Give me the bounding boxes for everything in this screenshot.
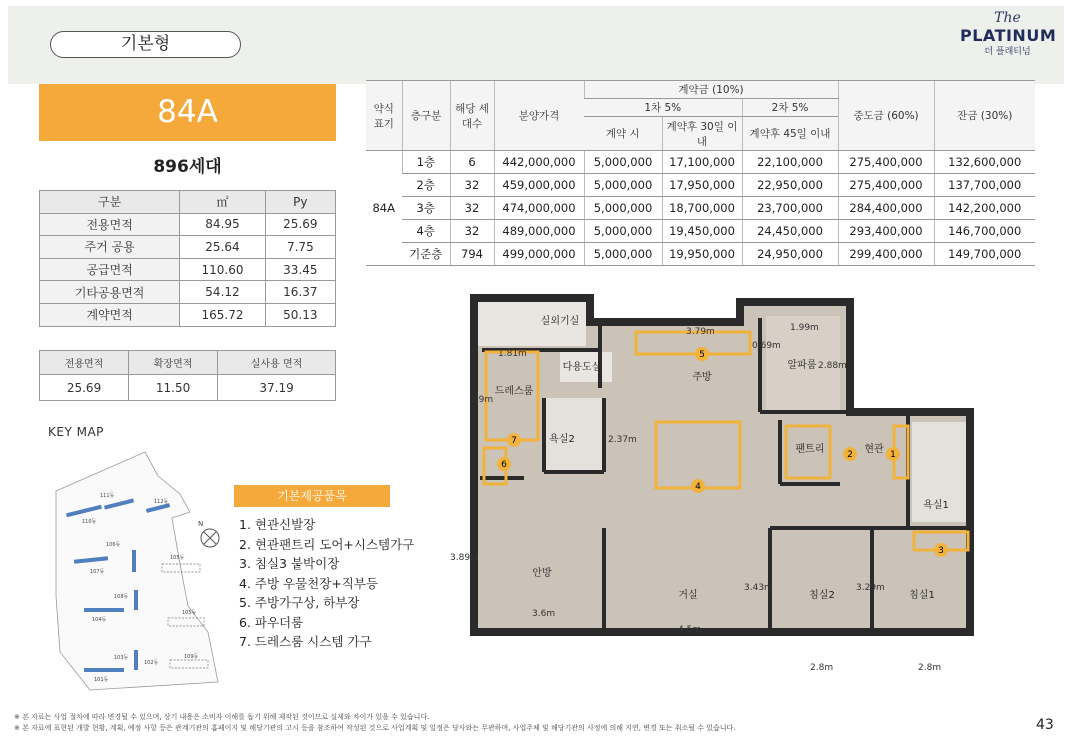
price-cell: 142,200,000: [934, 197, 1035, 220]
dimension-label: 2.8m: [810, 663, 834, 673]
area-value: 165.72: [180, 303, 265, 326]
room-label: 침실1: [909, 590, 935, 601]
table-row: [40, 236, 336, 259]
area-label: 계약면적: [40, 303, 180, 326]
usable-header-row: [40, 351, 336, 375]
room-label: 침실2: [809, 590, 835, 601]
price-type-cell: 84A: [366, 151, 402, 266]
price-cell: 474,000,000: [494, 197, 584, 220]
keymap-diagram: [50, 446, 230, 691]
marker-label: 1: [890, 450, 896, 460]
area-value: 25.64: [180, 236, 265, 259]
table-row: [40, 303, 336, 326]
building-label: 107동: [90, 569, 105, 575]
logo-sub: 더 플래티넘: [984, 47, 1031, 57]
price-header-deposit: 계약금 (10%): [584, 81, 838, 99]
dimension-label: 1.81m: [498, 349, 527, 359]
room-label: 주방: [692, 372, 712, 383]
table-row: [40, 258, 336, 281]
price-cell: 149,700,000: [934, 243, 1035, 266]
usable-header-cell: 실사용 면적: [218, 351, 336, 375]
price-header-second: 2차 5%: [742, 99, 838, 117]
price-cell: 32: [450, 197, 494, 220]
footnote-line: ※ 본 자료에 표현된 개발 현황, 계획, 예정 사항 등은 관계기관의 홈페이지 및 해당기관의 고시 등을 참조하여 작성된 것으로 사업계획 및 일정은 당사와는 무관하며, 사업주체 및 해당기관의 사정에 의해 지연, 변경 또는 취소될 수 있습니다.: [14, 724, 736, 732]
building-block: [84, 668, 124, 672]
price-cell: 2층: [402, 174, 450, 197]
price-cell: 6: [450, 151, 494, 174]
price-header-45days: 계약후 45일 이내: [742, 117, 838, 151]
price-cell: 18,700,000: [662, 197, 742, 220]
price-cell: 132,600,000: [934, 151, 1035, 174]
area-value: 84.95: [180, 213, 265, 236]
dimension-label: 4.5m: [678, 625, 702, 635]
dimension-label: 3.6m: [532, 609, 556, 619]
building-label: 108동: [114, 594, 129, 600]
table-row: [366, 151, 1035, 174]
area-value: 54.12: [180, 281, 265, 304]
area-label: 전용면적: [40, 213, 180, 236]
building-block: [132, 550, 136, 572]
building-block: [134, 650, 138, 670]
area-header-cell: Py: [265, 191, 335, 214]
building-label: 105동: [182, 610, 197, 616]
price-cell: 499,000,000: [494, 243, 584, 266]
list-item: 7. 드레스룸 시스템 가구: [239, 634, 372, 649]
price-cell: 22,100,000: [742, 151, 838, 174]
price-header-units: 해당 세대수: [450, 81, 494, 151]
usable-header-cell: 확장면적: [129, 351, 218, 375]
list-item: 5. 주방가구상, 하부장: [239, 595, 360, 610]
list-item: 4. 주방 우물천장+직부등: [239, 575, 379, 591]
area-header-cell: 구분: [40, 191, 180, 214]
price-cell: 293,400,000: [838, 220, 934, 243]
provided-items-list: [239, 515, 415, 652]
price-cell: 5,000,000: [584, 197, 662, 220]
room-label: 팬트리: [795, 444, 825, 455]
marker-label: 2: [847, 450, 853, 460]
building-label: 104동: [92, 617, 107, 623]
price-cell: 3층: [402, 197, 450, 220]
area-table-header: [40, 191, 336, 214]
table-row: [366, 243, 1035, 266]
price-cell: 1층: [402, 151, 450, 174]
room-label: 현관: [864, 444, 884, 455]
area-value: 33.45: [265, 258, 335, 281]
room-label: 거실: [678, 590, 698, 601]
table-row: [366, 197, 1035, 220]
price-cell: 24,950,000: [742, 243, 838, 266]
provided-items: [234, 485, 415, 652]
building-label: 105동: [170, 555, 185, 561]
table-row: [366, 174, 1035, 197]
price-cell: 22,950,000: [742, 174, 838, 197]
table-row: [40, 213, 336, 236]
dimension-label: 1.99m: [790, 323, 819, 333]
price-header-price: 분양가격: [494, 81, 584, 151]
building-block: [134, 590, 138, 610]
room-label: 드레스룸: [494, 386, 534, 397]
area-label: 기타공용면적: [40, 281, 180, 304]
price-header-balance: 잔금 (30%): [934, 81, 1035, 151]
building-label: 101동: [94, 677, 109, 683]
price-cell: 4층: [402, 220, 450, 243]
price-cell: 5,000,000: [584, 243, 662, 266]
area-label: 공급면적: [40, 258, 180, 281]
dimension-label: 2.37m: [608, 435, 637, 445]
price-cell: 17,100,000: [662, 151, 742, 174]
list-item: 1. 현관신발장: [239, 517, 316, 532]
building-label: 102동: [144, 660, 159, 666]
list-item: 3. 침실3 붙박이장: [239, 556, 340, 571]
dimension-label: 3.89m: [450, 553, 479, 563]
list-item: 2. 현관팬트리 도어+시스템가구: [239, 536, 415, 552]
type-label: 기본형: [50, 31, 241, 58]
keymap-title: KEY MAP: [48, 425, 104, 439]
price-cell: 23,700,000: [742, 197, 838, 220]
area-value: 110.60: [180, 258, 265, 281]
compass-icon: [198, 520, 219, 547]
marker-label: 4: [695, 482, 701, 492]
logo-the: The: [994, 10, 1021, 26]
marker-label: 5: [699, 350, 705, 360]
price-cell: 489,000,000: [494, 220, 584, 243]
room-label: 알파룸: [787, 360, 817, 371]
price-table: [366, 80, 1035, 266]
building-label: 112동: [154, 499, 169, 505]
price-header-type: 약식 표기: [366, 81, 402, 151]
page-number: 43: [1036, 717, 1054, 733]
logo-name: PLATINUM: [960, 26, 1057, 45]
footnotes: [14, 712, 874, 734]
price-header-row-1: [366, 81, 1035, 99]
area-label: 주거 공용: [40, 236, 180, 259]
building-label: 106동: [106, 542, 121, 548]
price-cell: 19,450,000: [662, 220, 742, 243]
marker-label: 3: [938, 546, 944, 556]
dimension-label: 3.43m: [744, 583, 773, 593]
price-cell: 275,400,000: [838, 174, 934, 197]
price-cell: 32: [450, 174, 494, 197]
table-row: [366, 220, 1035, 243]
price-header-30days: 계약후 30일 이내: [662, 117, 742, 151]
usable-area-table: [39, 350, 336, 401]
price-cell: 19,950,000: [662, 243, 742, 266]
price-cell: 275,400,000: [838, 151, 934, 174]
marker-label: 7: [511, 436, 517, 446]
price-cell: 32: [450, 220, 494, 243]
dimension-label: 2.88m: [818, 361, 847, 371]
price-cell: 299,400,000: [838, 243, 934, 266]
footnote-line: ※ 본 자료는 사업 절차에 따라 변경될 수 있으며, 상기 내용은 소비자 이해를 돕기 위해 제작된 것이므로 실제와 차이가 있을 수 있습니다.: [14, 713, 430, 721]
price-header-at-contract: 계약 시: [584, 117, 662, 151]
usable-value: 37.19: [218, 375, 336, 401]
table-row: [40, 375, 336, 401]
households-count: 896세대: [153, 157, 222, 177]
price-cell: 137,700,000: [934, 174, 1035, 197]
area-header-cell: ㎡: [180, 191, 265, 214]
room-label: 다용도실: [562, 362, 602, 373]
price-cell: 5,000,000: [584, 220, 662, 243]
room-label: 실외기실: [540, 316, 580, 327]
room-label: 욕실1: [923, 500, 949, 511]
usable-header-cell: 전용면적: [40, 351, 129, 375]
usable-value: 11.50: [129, 375, 218, 401]
price-cell: 459,000,000: [494, 174, 584, 197]
building-block: [84, 608, 124, 612]
dimension-label: 3.79m: [686, 327, 715, 337]
building-label: 109동: [184, 654, 199, 660]
price-cell: 146,700,000: [934, 220, 1035, 243]
price-cell: 284,400,000: [838, 197, 934, 220]
platinum-logo: [960, 10, 1055, 58]
building-label: 103동: [114, 655, 129, 661]
provided-items-title: 기본제공품목: [234, 485, 390, 507]
area-value: 16.37: [265, 281, 335, 304]
marker-label: 6: [501, 460, 507, 470]
building-label: 111동: [100, 493, 115, 499]
price-cell: 기준층: [402, 243, 450, 266]
price-header-first: 1차 5%: [584, 99, 742, 117]
list-item: 6. 파우더룸: [239, 614, 304, 630]
room-label: 안방: [532, 568, 552, 579]
usable-value: 25.69: [40, 375, 129, 401]
price-cell: 442,000,000: [494, 151, 584, 174]
price-cell: 24,450,000: [742, 220, 838, 243]
room-label: 욕실2: [549, 434, 575, 445]
area-value: 25.69: [265, 213, 335, 236]
price-cell: 5,000,000: [584, 151, 662, 174]
dimension-label: 3.29m: [856, 583, 885, 593]
floor-plan: [450, 292, 980, 684]
price-cell: 794: [450, 243, 494, 266]
dimension-label: 0.69m: [752, 341, 781, 351]
price-header-floor: 층구분: [402, 81, 450, 151]
price-header-middle: 중도금 (60%): [838, 81, 934, 151]
area-value: 7.75: [265, 236, 335, 259]
price-cell: 17,950,000: [662, 174, 742, 197]
dimension-label: 2.9m: [470, 395, 494, 405]
price-cell: 5,000,000: [584, 174, 662, 197]
table-row: [40, 281, 336, 304]
dimension-label: 2.8m: [918, 663, 942, 673]
area-value: 50.13: [265, 303, 335, 326]
svg-text:N: N: [198, 520, 204, 528]
building-label: 110동: [82, 519, 97, 525]
unit-type-badge: 84A: [39, 84, 336, 141]
area-table: [39, 190, 336, 327]
